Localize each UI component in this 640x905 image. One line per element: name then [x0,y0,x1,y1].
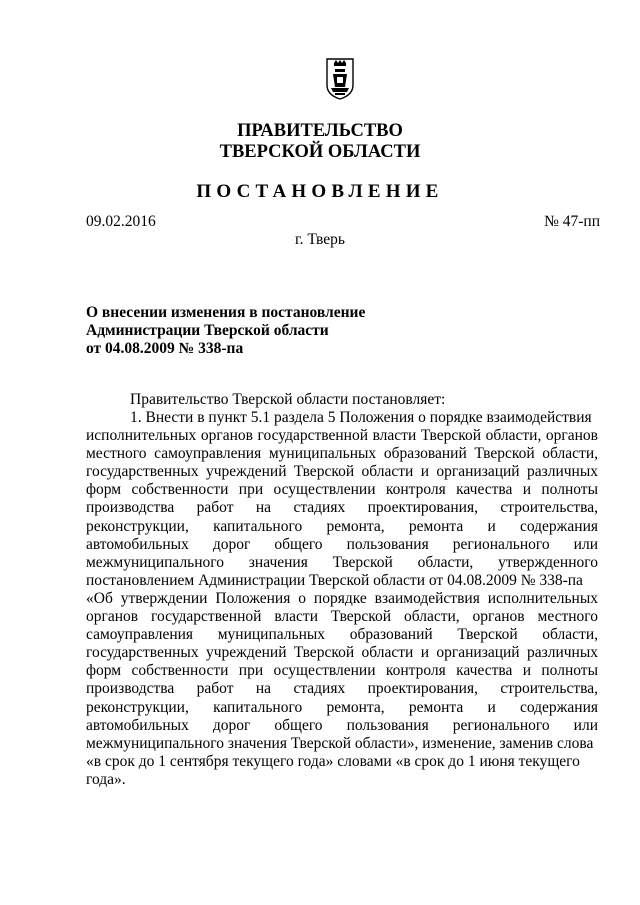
body-line: государственных учреждений Тверской области и организаций различных [86,644,598,662]
body-line: автомобильных дорог общего пользования регионального или [86,716,598,734]
body-line: местного самоуправления муниципальных образований Тверской области, [86,445,598,463]
body-line: государственных учреждений Тверской области и организаций различных [86,463,598,481]
body-line: форм собственности при осуществлении контроля качества и полноты [86,481,598,499]
body-line: производства работ на стадиях проектирования, строительства, [86,680,598,698]
organization-name-line2: ТВЕРСКОЙ ОБЛАСТИ [219,142,421,162]
body-line: производства работ на стадиях проектирования, строительства, [86,499,598,517]
document-type-heading: ПОСТАНОВЛЕНИЕ [196,181,444,202]
body-line: органов государственной власти Тверской области, органов местного [86,608,598,626]
body-line: постановлением Администрации Тверской области от 04.08.2009 № 338-па [86,571,583,589]
body-line: реконструкции, капитального ремонта, ремонта и содержания [86,698,598,716]
body-line: года». [86,770,126,788]
subject-line: О внесении изменения в постановление [86,304,366,321]
body-line: межмуниципального значения Тверской области, утвержденного [86,553,598,571]
body-line: «Об утверждении Положения о порядке взаимодействия исполнительных [86,589,598,607]
body-line: исполнительных органов государственной власти Тверской области, органов [86,427,598,445]
organization-name-line1: ПРАВИТЕЛЬСТВО [237,121,403,141]
body-line: межмуниципального значения Тверской области», изменение, заменив слова [86,734,594,752]
document-number: № 47-пп [544,213,600,230]
subject-line: Администрации Тверской области [86,322,329,339]
body-line: 1. Внести в пункт 5.1 раздела 5 Положения о порядке взаимодействия [130,409,592,426]
body-line: самоуправления муниципальных образований Тверской области, [86,626,598,644]
body-line: форм собственности при осуществлении контроля качества и полноты [86,662,598,680]
document-city: г. Тверь [295,231,345,248]
intro-paragraph: Правительство Тверской области постановляет: [130,391,446,408]
subject-line: от 04.08.2009 № 338-па [86,340,244,357]
body-line: реконструкции, капитального ремонта, ремонта и содержания [86,517,598,535]
body-line: автомобильных дорог общего пользования регионального или [86,535,598,553]
document-date: 09.02.2016 [86,213,156,230]
body-line: «в срок до 1 сентября текущего года» словами «в срок до 1 июня текущего [86,752,580,770]
coat-of-arms-icon [325,57,355,101]
body-paragraph [86,409,598,789]
